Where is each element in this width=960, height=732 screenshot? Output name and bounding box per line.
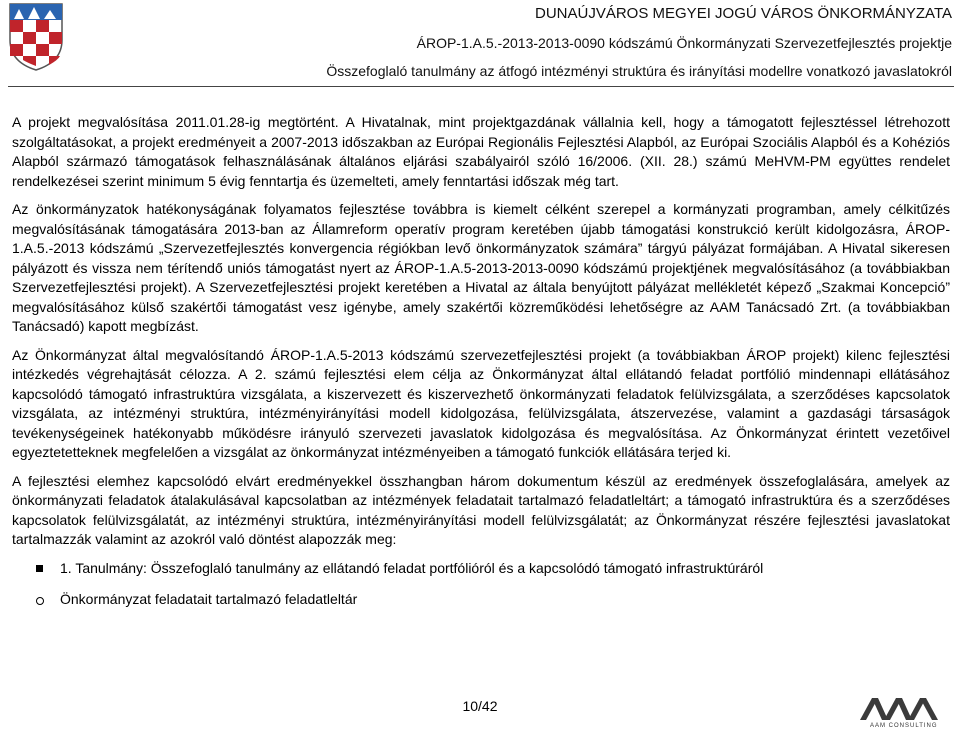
page-number: 10/42 xyxy=(462,698,498,714)
list-item-task-inventory: Önkormányzat feladatait tartalmazó feladatleltár xyxy=(12,590,950,610)
header-project: ÁROP-1.A.5.-2013-2013-0090 kódszámú Önkormányzati Szervezetfejlesztés projektje xyxy=(416,35,952,51)
paragraph-2: Az önkormányzatok hatékonyságának folyamatos fejlesztése továbbra is kiemelt célként szerepel a kormányzati programban, amely célkitűzés megvalósításának támogatására 2013-ban az Államreform operatív program keretében újabb támogatási konstrukció került kidolgozásra, ÁROP-1.A.5.-2013 kódszámú „Szervezetfejlesztés konvergencia régiókban levő önkormányzatok számára” tárgyú pályázat formájában. A Hivatal sikeresen pályázott és vissza nem térítendő uniós támogatást nyert az ÁROP-1.A.5-2013-2013-0090 kódszámú projektjének megvalósításához (a továbbiakban Szervezetfejlesztési projekt). A Szervezetfejlesztési projekt keretében a Hivatal az általa benyújtott pályázat mellékletét képező „Szakmai Koncepció” megvalósításához külső szakértői támogatást vesz igénybe, amely szakértői közreműködési lehetőségre az AAM Tanácsadó Zrt. (a továbbiakban Tanácsadó) kapott megbízást. xyxy=(12,201,950,334)
document-list xyxy=(12,559,950,610)
paragraph-1: A projekt megvalósítása 2011.01.28-ig megtörtént. A Hivatalnak, mint projektgazdának vállalnia kell, hogy a támogatott fejlesztéssel létrehozott szolgáltatásokat, a projekt eredményeit a 2007-2013 időszakban az Európai Regionális Fejlesztési Alapból, az Európai Szociális Alapból és a Kohéziós Alapból származó támogatások felhasználásának általános eljárási szabályairól szóló 16/2006. (XII. 28.) számú MeHVM-PM együttes rendelet rendelkezései szerint minimum 5 évig fenntartja és üzemelteti, amely fenntartási időszak még tart. xyxy=(12,114,950,189)
paragraph-3: Az Önkormányzat által megvalósítandó ÁROP-1.A.5-2013 kódszámú szervezetfejlesztési projekt (a továbbiakban ÁROP projekt) kilenc fejlesztési intézkedés végrehajtását célozza. A 2. számú fejlesztési elem célja az Önkormányzat által ellátandó feladat portfólió mindennapi ellátásához kapcsolódó támogató infrastruktúra vizsgálata, a kiszervezett és kiszervezhető önkormányzati feladatok felülvizsgálata, a szerződéses kapcsolatok vizsgálata, az intézményi struktúra, intézményirányítási modell kidolgozása, felülvizsgálata, átszervezése, valamint a gazdasági társaságok tevékenységeinek hatékonyabb működésre irányuló szervezeti javaslatok kidolgozása és megvalósítása. Az Önkormányzat érintett vezetőivel egyeztetetteknek megfelelően a vizsgálat az önkormányzat intézményeiben a támogató funkciók ellátására terjed ki. xyxy=(12,346,950,460)
logo-text: AAM CONSULTING xyxy=(870,723,938,729)
header-municipality: DUNAÚJVÁROS MEGYEI JOGÚ VÁROS ÖNKORMÁNYZATA xyxy=(535,5,952,22)
header-document-title: Összefoglaló tanulmány az átfogó intézményi struktúra és irányítási modellre vonatkozó javaslatokról xyxy=(326,63,952,79)
document-body xyxy=(12,113,950,610)
paragraph-4: A fejlesztési elemhez kapcsolódó elvárt eredményekkel összhangban három dokumentum készül az eredmények összefoglalására, amelyek az önkormányzati feladatok átalakulásával kapcsolatban az intézmények feladatait tartalmazó feladatleltárt; a támogató infrastruktúra és a szerződéses kapcsolatok felülvizsgálatát, az intézményi struktúra, intézményirányítási modell felülvizsgálatát; az Önkormányzat részére fejlesztési javaslatokat tartalmazzák valamint az azokról való döntést alapozzák meg: xyxy=(12,472,950,547)
header-divider xyxy=(8,86,954,87)
list-item-study-1: 1. Tanulmány: Összefoglaló tanulmány az ellátandó feladat portfólióról és a kapcsolódó támogató infrastruktúráról xyxy=(12,559,950,579)
page-header xyxy=(0,0,960,88)
city-crest-icon xyxy=(6,0,66,72)
